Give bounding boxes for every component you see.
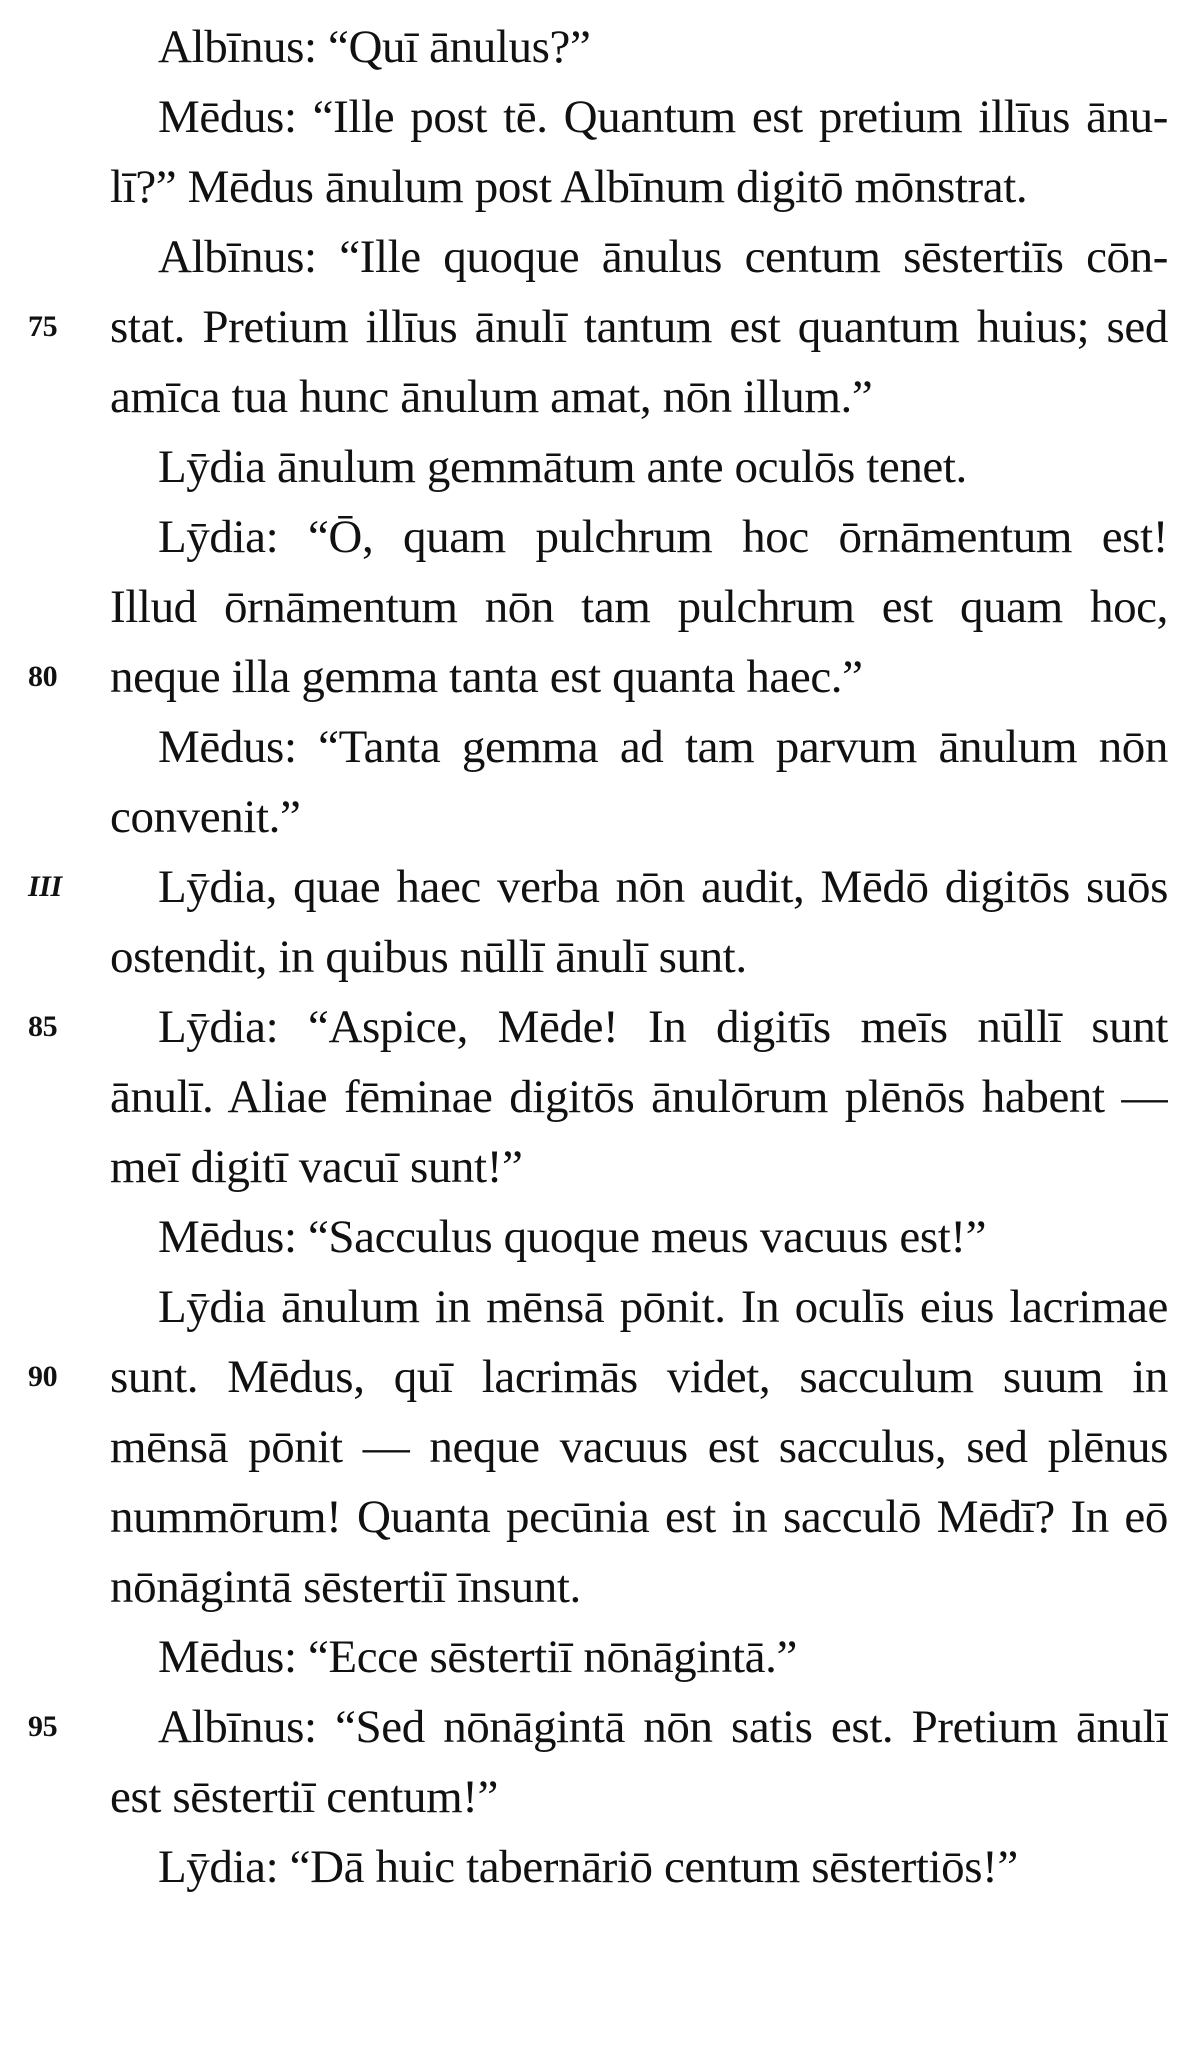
line-number: 85 (28, 1010, 58, 1043)
line-text: convenit.” (110, 791, 301, 843)
line-text: Mēdus: “Sacculus quoque meus vacuus est!” (158, 1211, 987, 1263)
line-text: Lȳdia ānulum in mēnsā pōnit. In oculīs eius lacrimae (158, 1281, 1168, 1333)
line-text: neque illa gemma tanta est quanta haec.” (110, 651, 863, 703)
line-text: Lȳdia ānulum gemmātum ante oculōs tenet. (158, 441, 967, 493)
line-text: Lȳdia: “Aspice, Mēde! In digitīs meīs nūllī sunt (158, 1001, 1168, 1053)
line-number: 90 (28, 1360, 58, 1393)
line-text: ostendit, in quibus nūllī ānulī sunt. (110, 931, 747, 983)
line-number: 75 (28, 310, 58, 343)
line-text: mēnsā pōnit — neque vacuus est sacculus, sed plēnus (110, 1421, 1168, 1473)
line-text: Mēdus: “Tanta gemma ad tam parvum ānulum nōn (158, 721, 1168, 773)
line-text: amīca tua hunc ānulum amat, nōn illum.” (110, 371, 873, 423)
line-text: Illud ōrnāmentum nōn tam pulchrum est quam hoc, (110, 581, 1168, 633)
line-text: nummōrum! Quanta pecūnia est in sacculō Mēdī? In eō (110, 1491, 1168, 1543)
line-text: Lȳdia, quae haec verba nōn audit, Mēdō digitōs suōs (158, 861, 1168, 913)
line-text: Mēdus: “Ecce sēstertiī nōnāgintā.” (158, 1631, 797, 1683)
line-text: sunt. Mēdus, quī lacrimās videt, sacculum suum in (110, 1351, 1168, 1403)
line-text: lī?” Mēdus ānulum post Albīnum digitō mōnstrat. (110, 161, 1028, 213)
line-text: meī digitī vacuī sunt!” (110, 1141, 523, 1193)
line-text: ānulī. Aliae fēminae digitōs ānulōrum plēnōs habent — (110, 1071, 1168, 1123)
line-text: Mēdus: “Ille post tē. Quantum est pretium illīus ānu- (158, 91, 1168, 143)
line-text: Lȳdia: “Ō, quam pulchrum hoc ōrnāmentum est! (158, 511, 1168, 563)
line-text: est sēstertiī centum!” (110, 1771, 498, 1823)
line-text: nōnāgintā sēstertiī īnsunt. (110, 1561, 581, 1613)
line-text: Albīnus: “Sed nōnāgintā nōn satis est. Pretium ānulī (158, 1701, 1168, 1753)
section-number: III (28, 870, 62, 903)
line-text: Lȳdia: “Dā huic tabernāriō centum sēstertiōs!” (158, 1841, 1018, 1893)
line-number: 80 (28, 660, 58, 693)
line-number: 95 (28, 1710, 58, 1743)
line-text: stat. Pretium illīus ānulī tantum est quantum huius; sed (110, 301, 1168, 353)
line-text: Albīnus: “Quī ānulus?” (158, 21, 591, 73)
line-text: Albīnus: “Ille quoque ānulus centum sēstertiīs cōn- (158, 231, 1168, 283)
